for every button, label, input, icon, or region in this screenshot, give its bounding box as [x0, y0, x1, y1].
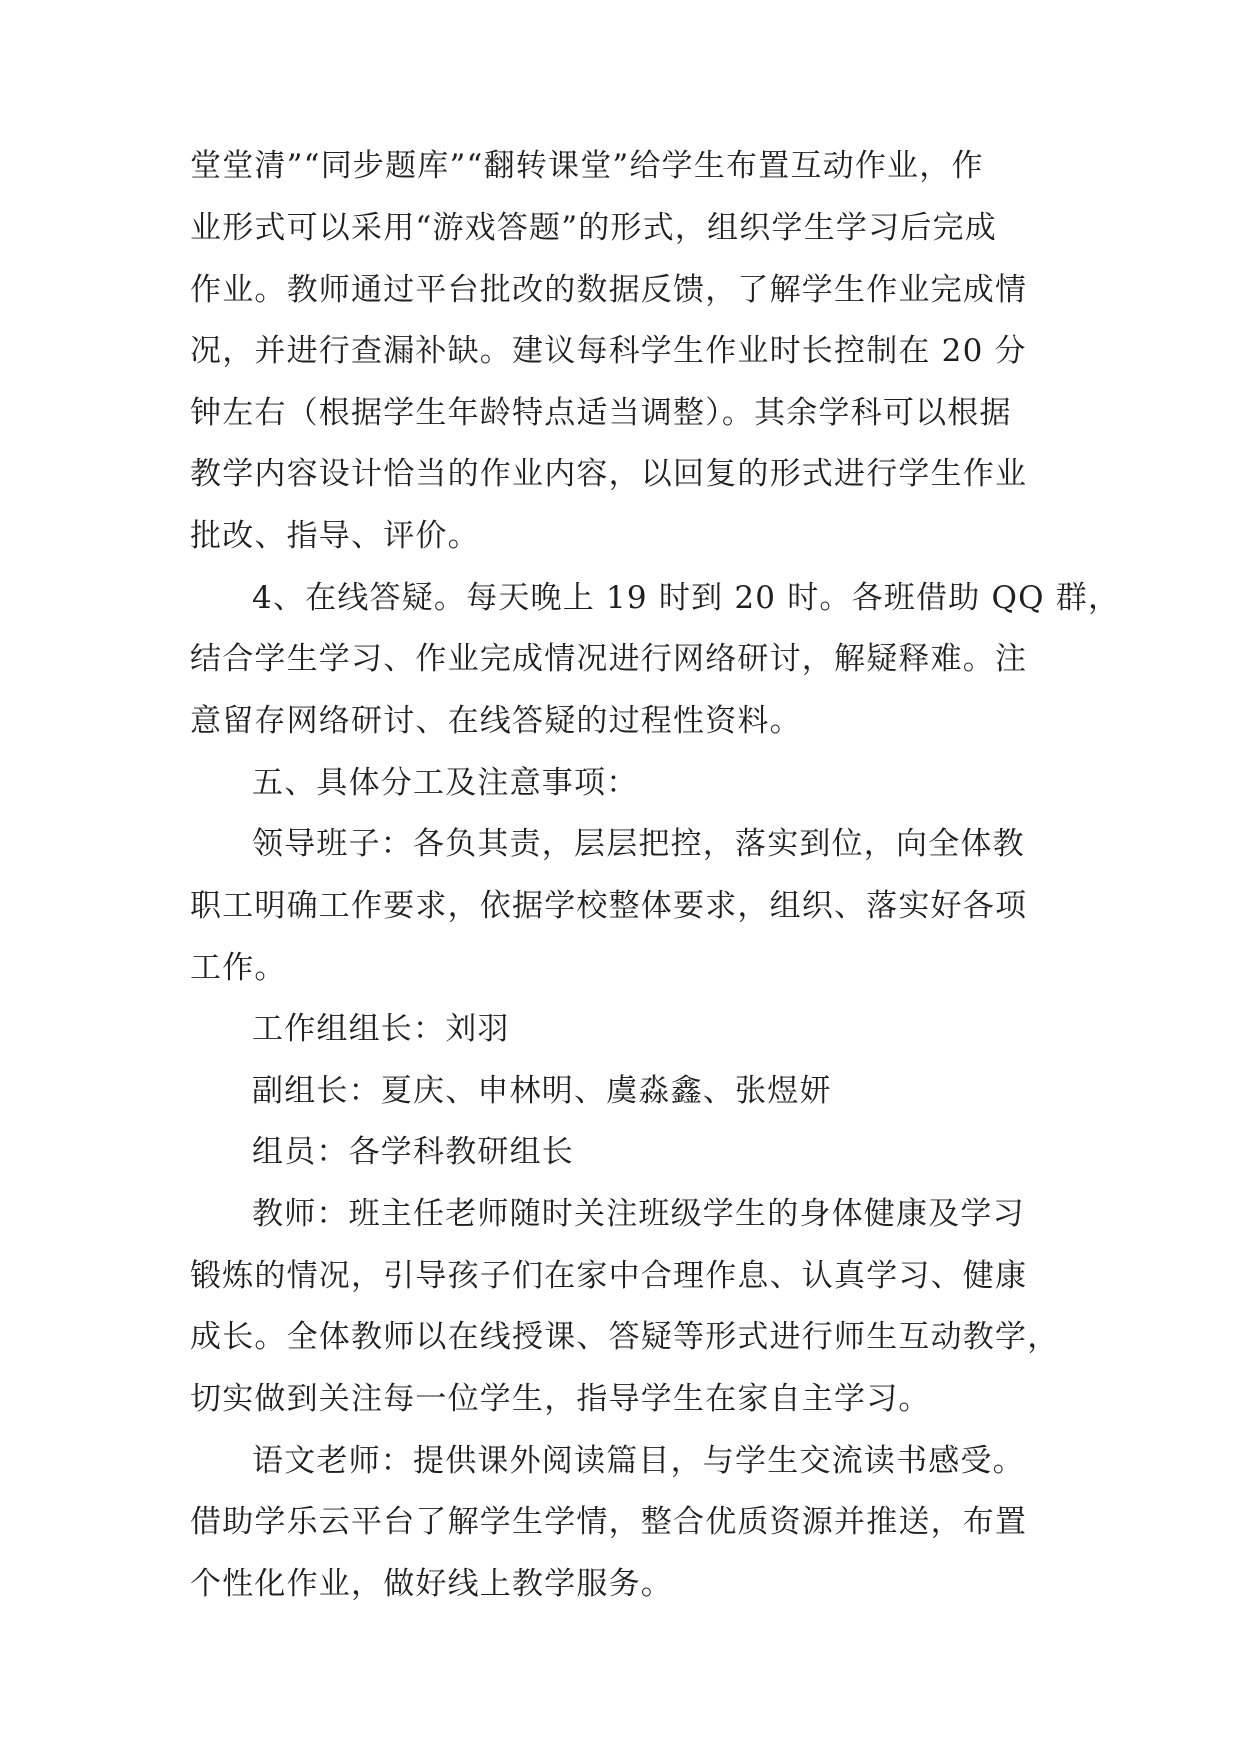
- section-heading: 五、具体分工及注意事项：: [252, 765, 639, 801]
- text-line: 副组长：夏庆、申林明、虞淼鑫、张煜妍: [252, 1073, 832, 1109]
- text-line: 领导班子：各负其责，层层把控，落实到位，向全体教: [252, 826, 1025, 862]
- text-line: 语文老师：提供课外阅读篇目，与学生交流读书感受。: [252, 1443, 1025, 1479]
- text-line: 批改、指导、评价。: [190, 518, 480, 554]
- text-line: 锻炼的情况，引导孩子们在家中合理作息、认真学习、健康: [190, 1258, 1028, 1294]
- text-line: 教学内容设计恰当的作业内容，以回复的形式进行学生作业: [190, 456, 1028, 492]
- text-line: 切实做到关注每一位学生，指导学生在家自主学习。: [190, 1381, 931, 1417]
- text-line: 工作组组长：刘羽: [252, 1011, 510, 1047]
- text-line: 作业。教师通过平台批改的数据反馈，了解学生作业完成情: [190, 272, 1028, 308]
- text-line: 教师：班主任老师随时关注班级学生的身体健康及学习: [252, 1196, 1025, 1232]
- text-line: 堂堂清”“同步题库”“翻转课堂”给学生布置互动作业，作: [190, 148, 984, 184]
- text-line: 意留存网络研讨、在线答疑的过程性资料。: [190, 703, 802, 739]
- text-line: 4、在线答疑。每天晚上 19 时到 20 时。各班借助 QQ 群，: [252, 580, 1121, 616]
- text-line: 个性化作业，做好线上教学服务。: [190, 1566, 673, 1602]
- text-line: 成长。全体教师以在线授课、答疑等形式进行师生互动教学，: [190, 1319, 1060, 1355]
- text-line: 借助学乐云平台了解学生学情，整合优质资源并推送，布置: [190, 1504, 1028, 1540]
- text-line: 职工明确工作要求，依据学校整体要求，组织、落实好各项: [190, 888, 1028, 924]
- text-line: 业形式可以采用“游戏答题”的形式，组织学生学习后完成: [190, 210, 997, 246]
- text-line: 组员：各学科教研组长: [252, 1134, 574, 1170]
- text-line: 况，并进行查漏补缺。建议每科学生作业时长控制在 20 分: [190, 333, 1027, 369]
- text-line: 结合学生学习、作业完成情况进行网络研讨，解疑释难。注: [190, 641, 1028, 677]
- text-line: 工作。: [190, 950, 287, 986]
- text-line: 钟左右（根据学生年龄特点适当调整）。其余学科可以根据: [190, 395, 1012, 431]
